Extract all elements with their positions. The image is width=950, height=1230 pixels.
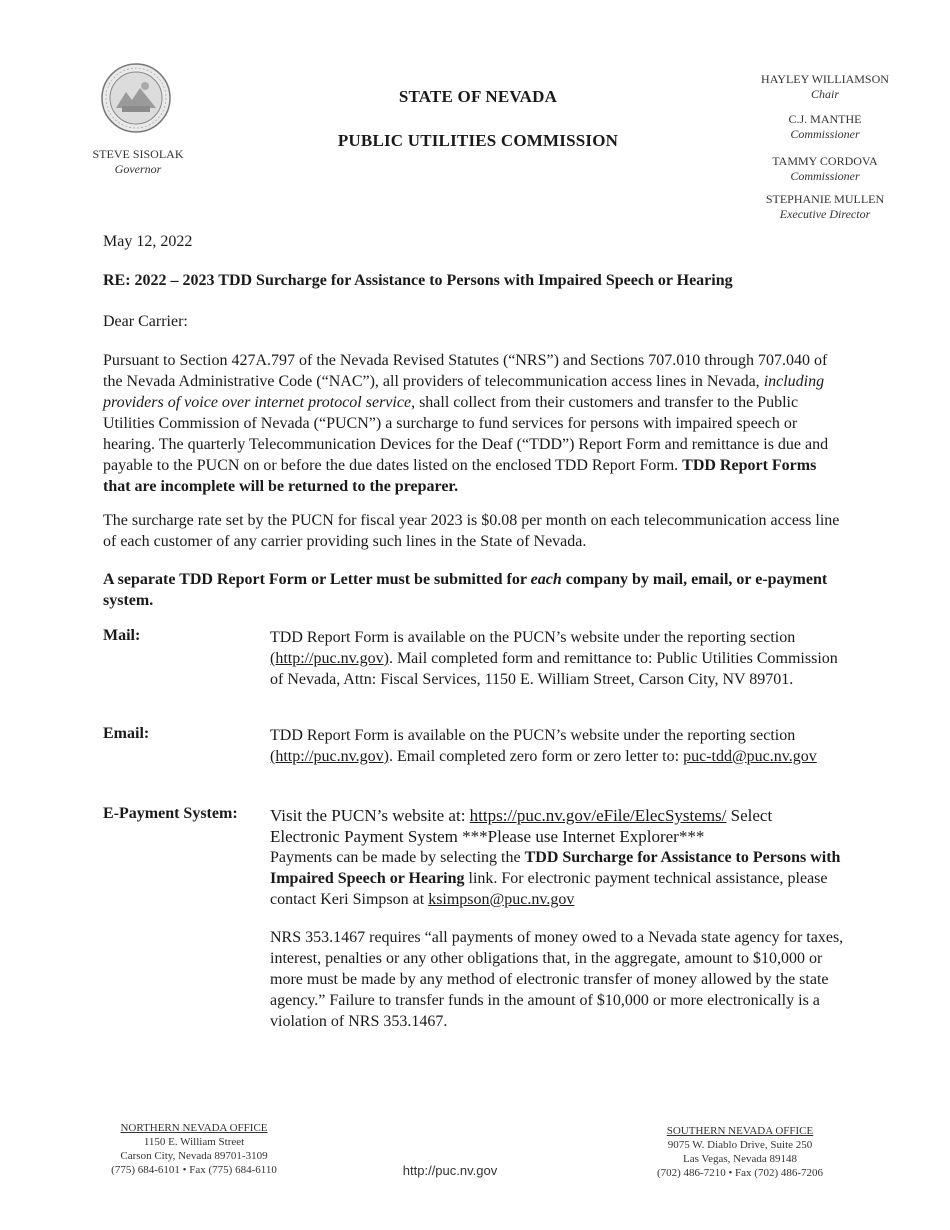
commissioner-name: C.J. MANTHE (788, 112, 862, 126)
office-phone: (702) 486-7210 • Fax (702) 486-7206 (656, 1167, 824, 1179)
text-span: Payments can be made by selecting the (270, 849, 525, 866)
text-span: company by mail, email, or e-payment system. (103, 571, 828, 609)
office-city: Carson City, Nevada 89701-3109 (120, 1150, 268, 1162)
efile-systems-link[interactable]: https://puc.nv.gov/eFile/ElecSystems/ (469, 806, 727, 825)
text-span: A separate TDD Report Form or Letter must be submitted for (103, 571, 531, 588)
text-span: TDD Report Forms that are incomplete will be returned to the preparer. (103, 457, 817, 495)
text-span: each (530, 571, 562, 588)
epay-instructions (270, 847, 845, 910)
subject-line: RE: 2022 – 2023 TDD Surcharge for Assistance to Persons with Impaired Speech or Hearing (103, 272, 733, 289)
commissioner-name: STEPHANIE MULLEN (765, 192, 885, 206)
commissioner-name: TAMMY CORDOVA (772, 154, 878, 168)
paragraph-rate: The surcharge rate set by the PUCN for fiscal year 2023 is $0.08 per month on each telecommunication access line of each customer of any carrier providing such lines in the State of Nevada. (103, 512, 840, 550)
mail-label: Mail: (103, 627, 141, 644)
text-span: TDD Report Form is available on the PUCN’s website under the reporting section (270, 629, 796, 646)
text-span: Select Electronic Payment System ***Please use Internet Explorer*** (270, 806, 773, 846)
paragraph-statute (103, 350, 843, 497)
puc-website-link[interactable]: (http://puc.nv.gov) (270, 748, 389, 765)
text-span: , shall collect from their customers and transfer to the Public Utilities Commission of Nevada (“PUCN”) a surcharge to fund services for persons with impaired speech or hearing. The quarterly Telecommunication Devices for the Deaf (“TDD”) Report Form and remittance is due and payable to the PUCN on or before the due dates listed on the enclosed TDD Report Form. (103, 394, 829, 474)
text-span: . Mail completed form and remittance to: Public Utilities Commission of Nevada, Attn: Fiscal Services, 1150 E. William Street, Carson City, NV 89701. (270, 650, 838, 688)
commissioner-chair (740, 72, 910, 102)
office-phone: (775) 684-6101 • Fax (775) 684-6110 (111, 1164, 277, 1176)
commissioner-cordova (740, 154, 910, 184)
tdd-email-link[interactable]: puc-tdd@puc.nv.gov (683, 748, 817, 765)
letter-date: May 12, 2022 (103, 233, 193, 250)
text-span: TDD Report Form is available on the PUCN’s website under the reporting section (270, 727, 796, 744)
epay-label: E-Payment System: (103, 805, 238, 822)
text-span: Pursuant to Section 427A.797 of the Nevada Revised Statutes (“NRS”) and Sections 707.010 through 707.040 of the Nevada Administrative Code (“NAC”), all providers of telecommunication access lines in Nevada, (103, 352, 828, 390)
office-city: Las Vegas, Nevada 89148 (682, 1153, 798, 1165)
epay-visit (270, 805, 845, 847)
office-street: 1150 E. William Street (143, 1136, 245, 1148)
office-street: 9075 W. Diablo Drive, Suite 250 (667, 1139, 813, 1151)
commissioner-title: Executive Director (779, 207, 871, 221)
puc-website-link[interactable]: (http://puc.nv.gov) (270, 650, 389, 667)
commissioner-title: Chair (810, 87, 839, 101)
office-heading: SOUTHERN NEVADA OFFICE (666, 1125, 814, 1137)
commissioner-manthe (740, 112, 910, 142)
governor-block (78, 147, 198, 177)
paragraph-separate-form (103, 569, 843, 611)
email-instructions (270, 725, 845, 767)
office-heading: NORTHERN NEVADA OFFICE (120, 1122, 268, 1134)
email-label: Email: (103, 725, 150, 742)
agency-heading: PUBLIC UTILITIES COMMISSION (337, 131, 619, 150)
text-span: TDD Surcharge for Assistance to Persons with Impaired Speech or Hearing (270, 849, 841, 887)
northern-office (70, 1121, 318, 1177)
nrs-paragraph: NRS 353.1467 requires “all payments of money owed to a Nevada state agency for taxes, interest, penalties or any other obligations that, in the aggregate, amount to $10,000 or more must be made by any method of electronic transfer of money allowed by the state agency.” Failure to transfer funds in the amount of $10,000 or more electronically is a violation of NRS 353.1467. (270, 929, 844, 1030)
commissioner-title: Commissioner (790, 127, 860, 141)
governor-name: STEVE SISOLAK (92, 147, 184, 161)
governor-title: Governor (114, 162, 162, 176)
state-seal-icon (100, 62, 172, 134)
executive-director (740, 192, 910, 222)
footer-url[interactable]: http://puc.nv.gov (402, 1163, 498, 1178)
state-heading: STATE OF NEVADA (398, 87, 558, 106)
mail-instructions (270, 627, 845, 690)
text-span: link. For electronic payment technical assistance, please contact Keri Simpson at (270, 870, 828, 908)
commissioner-name: HAYLEY WILLIAMSON (761, 72, 889, 86)
text-span: Visit the PUCN’s website at: (270, 806, 470, 825)
text-span: . Email completed zero form or zero letter to: (388, 748, 684, 765)
text-span: including providers of voice over internet protocol service (103, 373, 825, 411)
southern-office (630, 1124, 850, 1180)
commissioner-title: Commissioner (790, 169, 860, 183)
salutation: Dear Carrier: (103, 313, 188, 330)
ksimpson-email-link[interactable]: ksimpson@puc.nv.gov (428, 891, 575, 908)
